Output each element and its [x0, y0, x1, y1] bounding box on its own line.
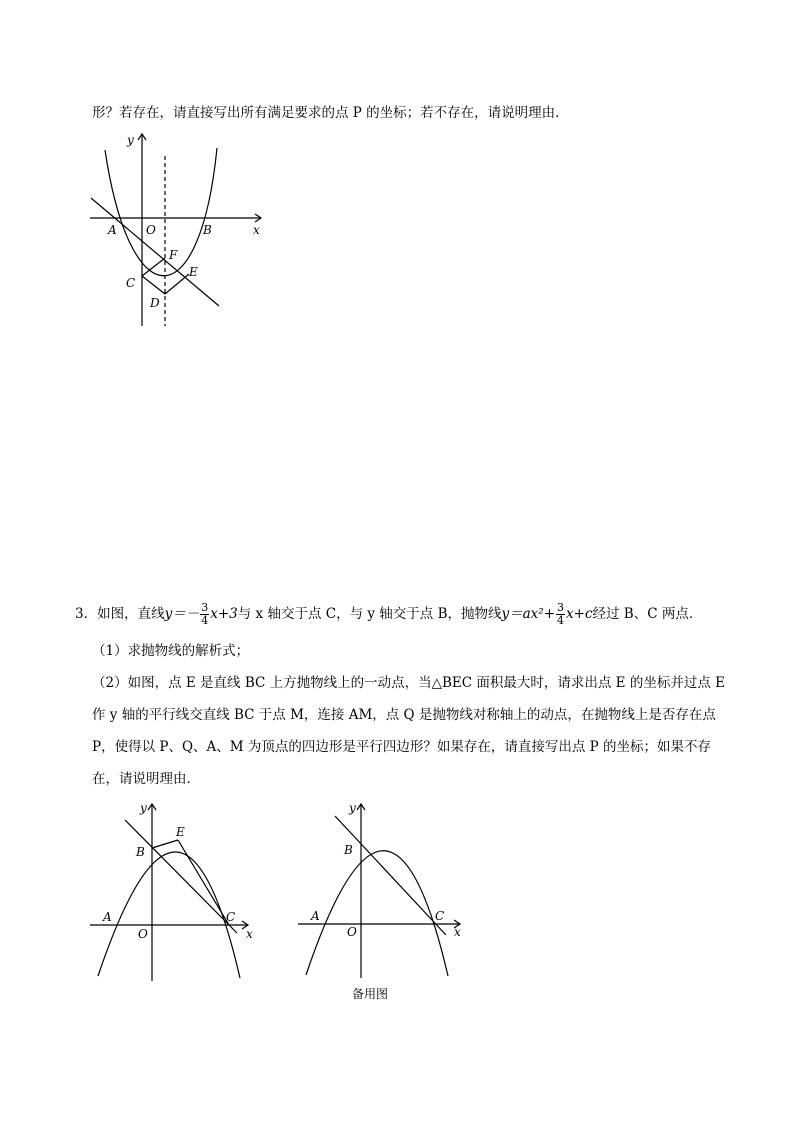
figure-3-caption: 备用图 [352, 987, 389, 1001]
fig3-label-b: B [344, 843, 353, 857]
continuation-text: 形？若存在，请直接写出所有满足要求的点 P 的坐标；若不存在，请说明理由． [92, 105, 569, 121]
fig1-label-o: O [146, 223, 156, 237]
fig1-segment-de [165, 274, 189, 294]
fig3-label-a: A [311, 909, 320, 923]
fig1-label-e: E [189, 265, 198, 279]
parabola-equation-left: y＝ax²+ [501, 606, 556, 622]
fraction-2 [556, 602, 565, 627]
fig2-label-e: E [176, 825, 185, 839]
fraction-1-numerator: 3 [201, 601, 209, 614]
fig1-label-b: B [203, 223, 212, 237]
fig1-label-c: C [126, 276, 136, 290]
fig2-label-o: O [138, 927, 148, 941]
fig3-label-o: O [347, 925, 357, 939]
fig1-line-ae [91, 198, 219, 306]
stem-part-1: 如图，直线 [97, 606, 165, 622]
fig2-segment-be [152, 840, 178, 848]
problem-number: 3． [75, 606, 98, 622]
fig2-label-c: C [226, 910, 236, 924]
fig3-parabola [306, 851, 448, 976]
question-2-line-4: 在，请说明理由． [92, 771, 200, 787]
fig1-label-f: F [169, 248, 178, 262]
fig2-label-a: A [103, 910, 112, 924]
fraction-1 [200, 602, 209, 627]
fig2-label-x: x [246, 927, 253, 941]
fig2-label-y: y [140, 801, 147, 815]
fig1-label-d: D [150, 296, 160, 310]
line-equation-right: x+3 [210, 606, 238, 622]
fig1-label-y: y [127, 133, 134, 147]
figure-1-diagram [85, 128, 275, 328]
fig1-segment-cd [142, 276, 165, 294]
fig3-label-y: y [349, 801, 356, 815]
stem-part-3: 经过 B、C 两点． [592, 606, 703, 622]
question-2-line-3: P，使得以 P、Q、A、M 为顶点的四边形是平行四边形？如果存在，请直接写出点 P 的坐标；如果不存 [92, 739, 712, 755]
figure-3-diagram [298, 798, 478, 988]
fraction-2-denominator: 4 [557, 614, 565, 627]
fig3-line-bc [335, 816, 446, 935]
question-1: （1）求抛物线的解析式； [92, 643, 250, 659]
fig2-label-b: B [136, 845, 145, 859]
question-2-line-2: 作 y 轴的平行线交直线 BC 于点 M，连接 AM，点 Q 是抛物线对称轴上的动点，在抛物线上是否存在点 [92, 707, 716, 723]
fraction-1-denominator: 4 [201, 614, 209, 627]
fig2-segment-ec [178, 840, 229, 925]
fig3-label-x: x [454, 925, 461, 939]
fig3-label-c: C [435, 909, 445, 923]
stem-part-2: 与 x 轴交于点 C，与 y 轴交于点 B，抛物线 [237, 606, 502, 622]
problem-3-stem [75, 601, 702, 627]
fraction-2-numerator: 3 [557, 601, 565, 614]
question-2-line-1: （2）如图，点 E 是直线 BC 上方抛物线上的一动点，当△BEC 面积最大时，请求出点 E 的坐标并过点 E [92, 675, 725, 691]
fig1-label-a: A [108, 223, 117, 237]
parabola-equation-right: x+c [566, 606, 593, 622]
figure-2-diagram [88, 798, 268, 988]
fig1-label-x: x [253, 223, 260, 237]
line-equation-left: y＝－ [164, 606, 200, 622]
